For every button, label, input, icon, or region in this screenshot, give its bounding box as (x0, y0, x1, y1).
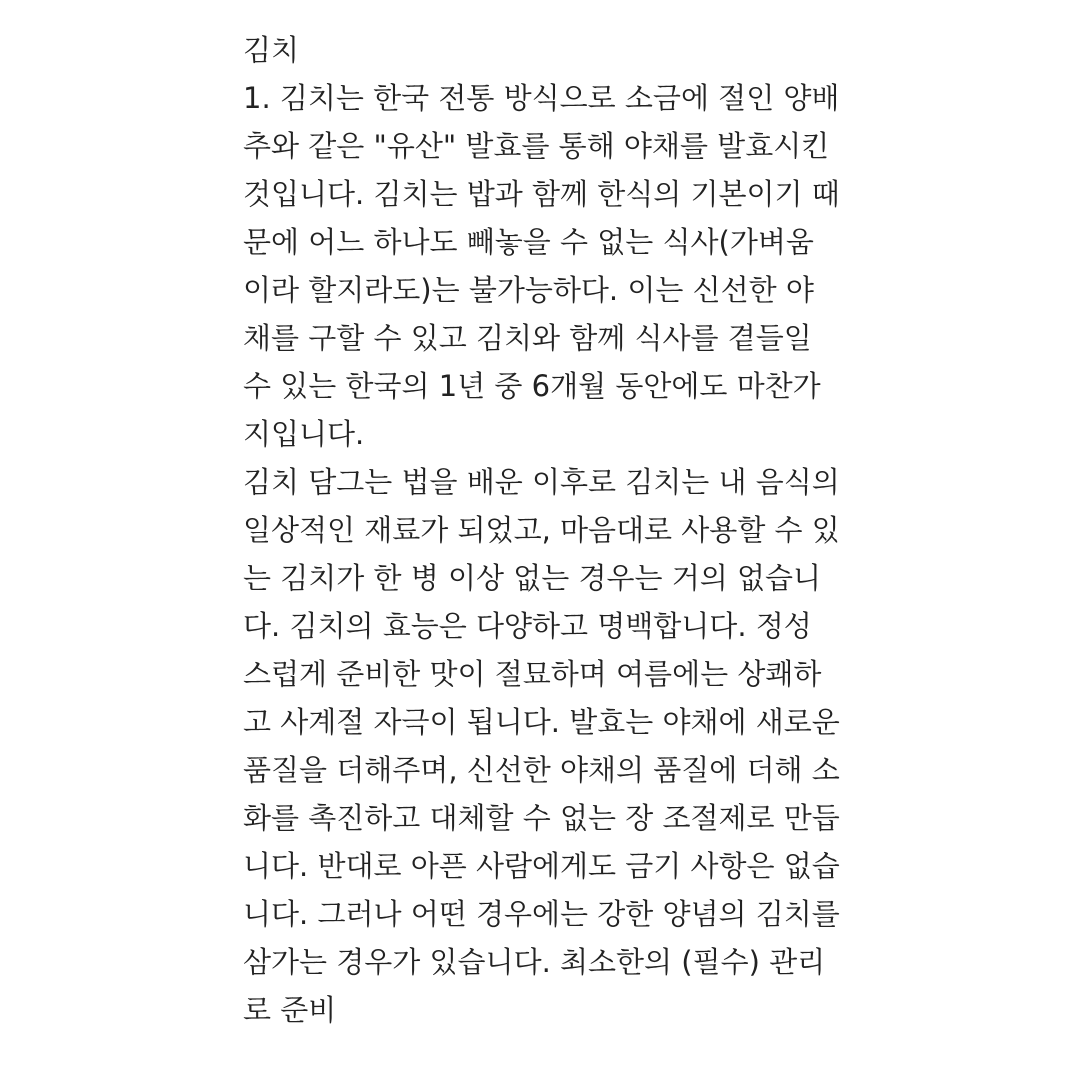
text-line-8: 지입니다. (243, 417, 365, 451)
text-line-1: 1. 김치는 한국 전통 방식으로 소금에 절인 양배 (243, 81, 840, 115)
text-line-9: 김치 담그는 법을 배운 이후로 김치는 내 음식의 (243, 465, 840, 499)
text-line-3: 것입니다. 김치는 밥과 함께 한식의 기본이기 때 (243, 177, 840, 211)
text-line-12: 다. 김치의 효능은 다양하고 명백합니다. 정성 (243, 609, 812, 643)
text-line-16: 화를 촉진하고 대체할 수 없는 장 조절제로 만듭 (243, 801, 840, 835)
text-line-5: 이라 할지라도)는 불가능하다. 이는 신선한 야 (243, 273, 814, 307)
text-line-19: 삼가는 경우가 있습니다. 최소한의 (필수) 관리 (243, 945, 826, 979)
text-line-4: 문에 어느 하나도 빼놓을 수 없는 식사(가벼움 (243, 225, 814, 259)
text-line-13: 스럽게 준비한 맛이 절묘하며 여름에는 상쾌하 (243, 657, 822, 691)
text-line-7: 수 있는 한국의 1년 중 6개월 동안에도 마찬가 (243, 369, 821, 403)
text-line-15: 품질을 더해주며, 신선한 야채의 품질에 더해 소 (243, 753, 840, 787)
text-line-18: 니다. 그러나 어떤 경우에는 강한 양념의 김치를 (243, 897, 840, 931)
text-line-10: 일상적인 재료가 되었고, 마음대로 사용할 수 있 (243, 513, 840, 547)
text-line-2: 추와 같은 "유산" 발효를 통해 야채를 발효시킨 (243, 129, 830, 163)
document-body (243, 26, 843, 1034)
text-line-20: 로 준비 (243, 993, 337, 1027)
document-title: 김치 (243, 33, 300, 67)
text-line-11: 는 김치가 한 병 이상 없는 경우는 거의 없습니 (243, 561, 821, 595)
text-line-6: 채를 구할 수 있고 김치와 함께 식사를 곁들일 (243, 321, 812, 355)
text-line-17: 니다. 반대로 아픈 사람에게도 금기 사항은 없습 (243, 849, 840, 883)
text-line-14: 고 사계절 자극이 됩니다. 발효는 야채에 새로운 (243, 705, 840, 739)
